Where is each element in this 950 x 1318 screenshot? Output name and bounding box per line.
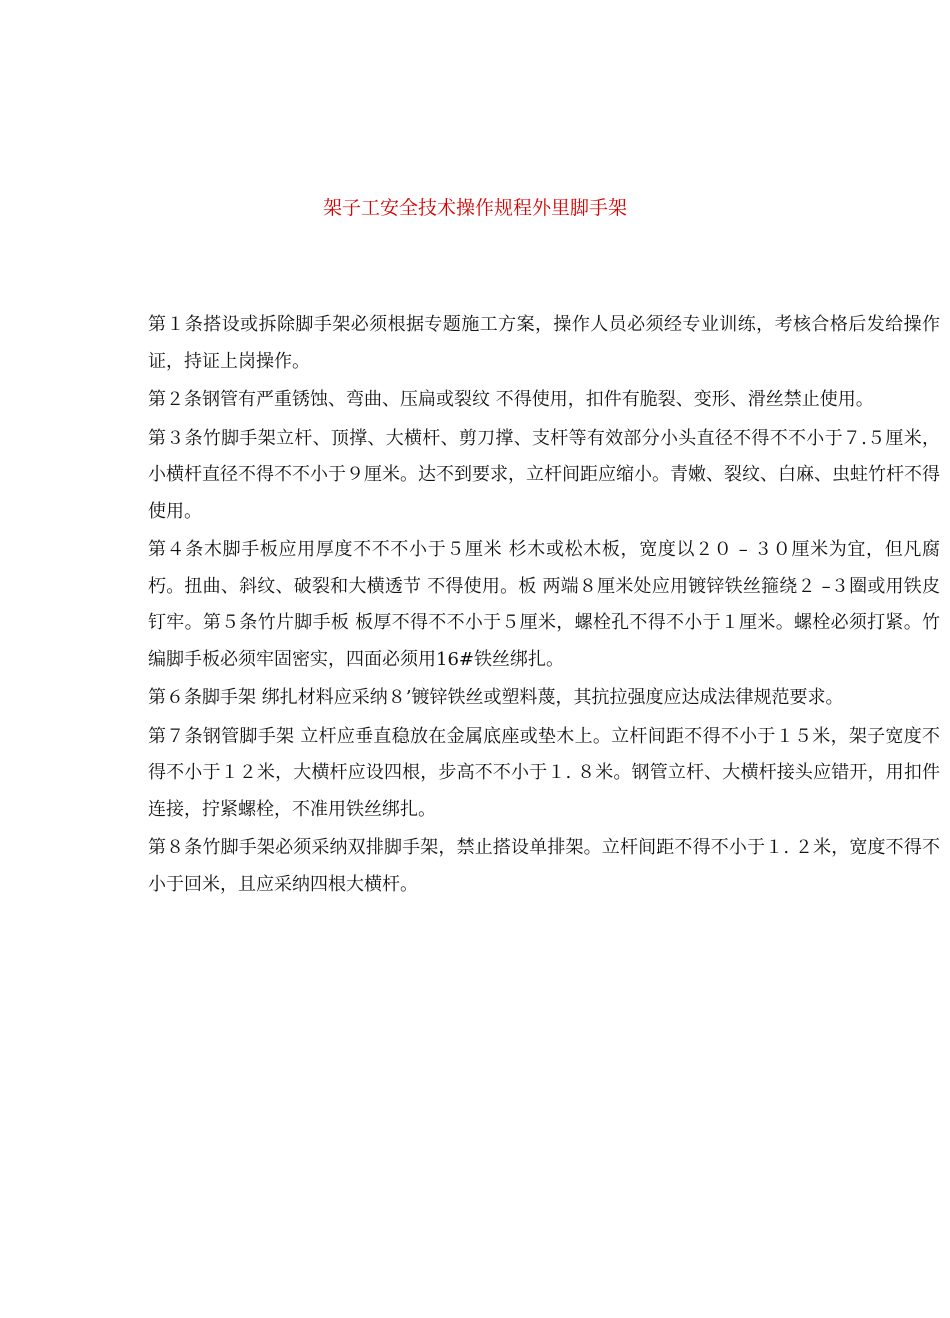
article-4-5: 第４条木脚手板应用厚度不不不小于５厘米 杉木或松木板，宽度以２０ – ３０厘米为宜，但凡腐朽。扭曲、斜纹、破裂和大横透节 不得使用。板 两端８厘米处应用镀锌铁丝箍绕２ –３圈或用铁皮钉牢。第５条竹片脚手板 板厚不得不不小于５厘米，螺栓孔不得不小于１厘米。螺栓必须打紧。竹编脚手板必须牢固密实，四面必须用16#铁丝绑扎。 — [148, 539, 940, 670]
article-6: 第６条脚手架 绑扎材料应采纳８’镀锌铁丝或塑料蔑，其抗拉强度应达成法律规范要求。 — [148, 687, 844, 708]
article-7: 第７条钢管脚手架 立杆应垂直稳放在金属底座或垫木上。立杆间距不得不小于１５米，架子宽度不得不小于１２米，大横杆应设四根，步高不不小于１. ８米。钢管立杆、大横杆接头应错开，用扣件连接，拧紧螺栓，不准用铁丝绑扎。 — [148, 725, 940, 820]
article-1: 第１条搭设或拆除脚手架必须根据专题施工方案，操作人员必须经专业训练，考核合格后发给操作证，持证上岗操作。 — [148, 314, 940, 372]
article-8: 第８条竹脚手架必须采纳双排脚手架，禁止搭设单排架。立杆间距不得不小于１. ２米，宽度不得不小于回米，且应采纳四根大横杆。 — [148, 837, 940, 895]
article-3: 第３条竹脚手架立杆、顶撑、大横杆、剪刀撑、支杆等有效部分小头直径不得不不小于７.５厘米，小横杆直径不得不不小于９厘米。达不到要求，立杆间距应缩小。青嫩、裂纹、白麻、虫蛀竹杆不得使用。 — [148, 427, 940, 522]
document-body — [148, 307, 940, 905]
document-title: 架子工安全技术操作规程外里脚手架 — [322, 197, 627, 219]
article-2: 第２条钢管有严重锈蚀、弯曲、压扁或裂纹 不得使用，扣件有脆裂、变形、滑丝禁止使用。 — [148, 389, 874, 410]
